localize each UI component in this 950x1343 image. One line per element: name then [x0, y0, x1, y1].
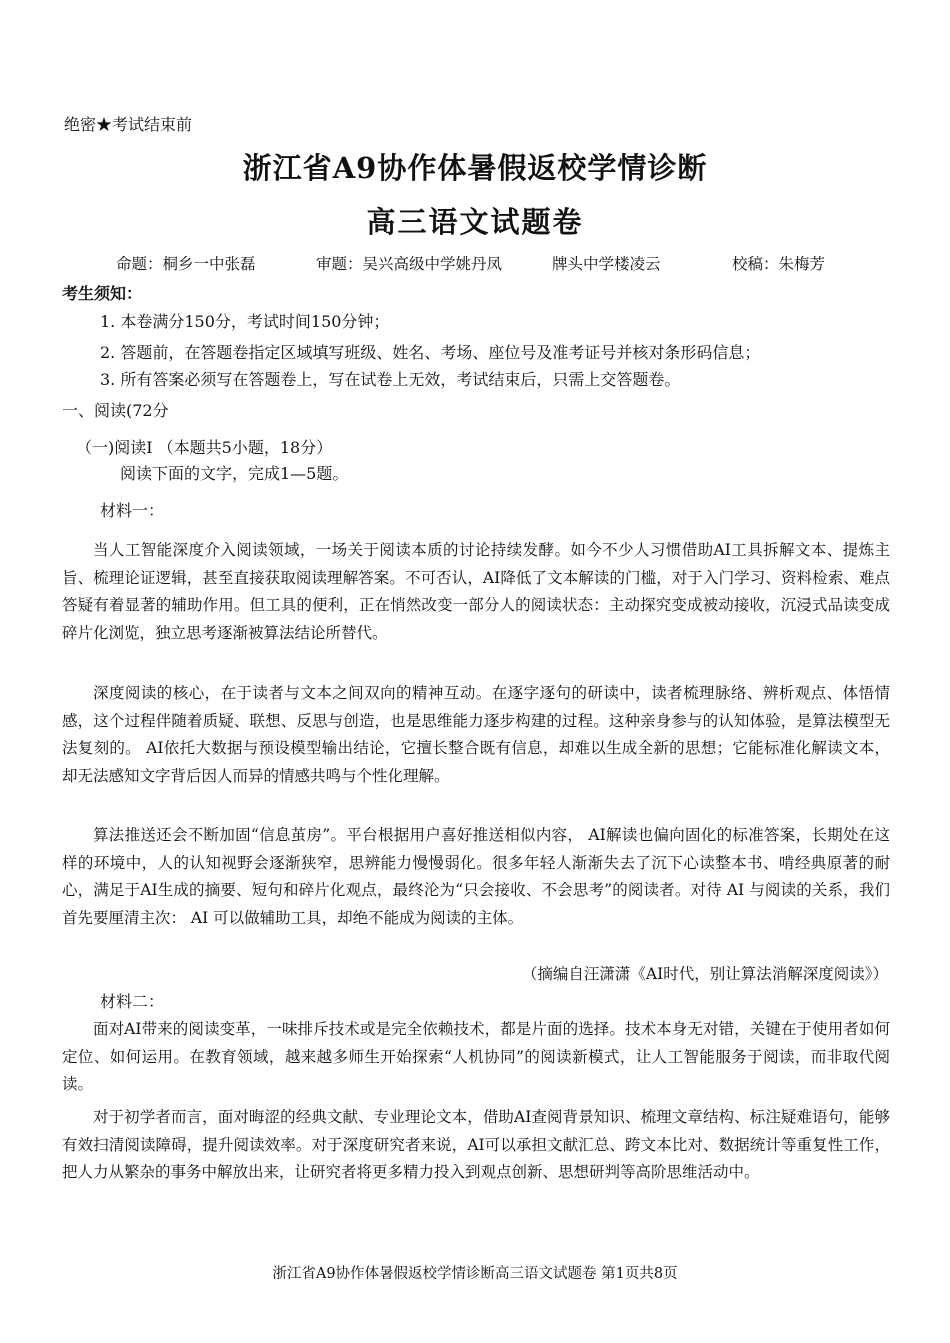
material-one-paragraph: 算法推送还会不断加固“信息茧房”。平台根据用户喜好推送相似内容， AI解读也偏向固化的标准答案，长期处在这样的环境中，人的认知视野会逐渐狭窄，思辨能力慢慢弱化。很多年轻人渐渐失去了沉下心读整本书、啃经典原著的耐心，满足于AI生成的摘要、短句和碎片化观点，最终沦为“只会接收、不会思考”的阅读者。对待 AI 与阅读的关系，我们首先要厘清主次： AI 可以做辅助工具，却绝不能成为阅读的主体。: [62, 826, 890, 927]
credit-proofreader: 校稿：朱梅芳: [732, 255, 826, 273]
secret-label: 绝密★考试结束前: [64, 115, 193, 134]
subsection-title: （一)阅读I （本题共5小题，18分）: [76, 438, 333, 457]
material-one-paragraph: 当人工智能深度介入阅读领域，一场关于阅读本质的讨论持续发酵。如今不少人习惯借助AI工具拆解文本、提炼主旨、梳理论证逻辑，甚至直接获取阅读理解答案。不可否认，AI降低了文本解读的门槛，对于入门学习、资料检索、难点答疑有着显著的辅助作用。但工具的便利，正在悄然改变一部分人的阅读状态：主动探究变成被动接收，沉浸式品读变成碎片化浏览，独立思考逐渐被算法结论所替代。: [62, 541, 890, 642]
material-two-paragraph: 面对AI带来的阅读变革，一味排斥技术或是完全依赖技术，都是片面的选择。技术本身无对错，关键在于使用者如何定位、如何运用。在教育领域，越来越多师生开始探索“人机协同”的阅读新模式，让人工智能服务于阅读，而非取代阅读。: [62, 1020, 890, 1093]
credits-line: [116, 252, 825, 274]
page-footer: 浙江省A9协作体暑假返校学情诊断高三语文试题卷 第1页共8页: [272, 1266, 678, 1282]
notice-item: 2. 答题前，在答题卷指定区域填写班级、姓名、考场、座位号及准考证号并核对条形码信息；: [100, 343, 761, 362]
section-title: 一、阅读(72分: [62, 401, 169, 420]
material-two-label: 材料二：: [100, 992, 165, 1011]
notice-item: 1. 本卷满分150分，考试时间150分钟；: [100, 312, 390, 331]
notice-heading: 考生须知：: [62, 284, 143, 303]
material-two-paragraph: 对于初学者而言，面对晦涩的经典文献、专业理论文本，借助AI查阅背景知识、梳理文章结构、标注疑难语句，能够有效扫清阅读障碍，提升阅读效率。对于深度研究者来说，AI可以承担文献汇总、跨文本比对、数据统计等重复性工作，把人力从繁杂的事务中解放出来，让研究者将更多精力投入到观点创新、思想研判等高阶思维活动中。: [62, 1108, 890, 1181]
material-one-label: 材料一：: [100, 501, 165, 520]
notice-item: 3. 所有答案必须写在答题卷上，写在试卷上无效，考试结束后，只需上交答题卷。: [100, 370, 681, 389]
credit-author: 命题：桐乡一中张磊: [116, 255, 256, 273]
credit-reviewer: 审题：吴兴高级中学姚丹凤: [316, 255, 503, 273]
reading-instruction: 阅读下面的文字，完成1—5题。: [120, 464, 349, 483]
exam-subtitle: 高三语文试题卷: [366, 205, 584, 239]
exam-title: 浙江省A9协作体暑假返校学情诊断: [242, 151, 708, 185]
credit-reviewer2: 牌头中学楼凌云: [552, 255, 661, 273]
material-one-paragraph: 深度阅读的核心，在于读者与文本之间双向的精神互动。在逐字逐句的研读中，读者梳理脉络、辨析观点、体悟情感，这个过程伴随着质疑、联想、反思与创造，也是思维能力逐步构建的过程。这种亲身参与的认知体验，是算法模型无法复刻的。 AI依托大数据与预设模型输出结论，它擅长整合既有信息，却难以生成全新的思想；它能标准化解读文本，却无法感知文字背后因人而异的情感共鸣与个性化理解。: [62, 684, 890, 785]
material-one-source: （摘编自汪潇潇《AI时代，别让算法消解深度阅读》）: [521, 965, 888, 983]
